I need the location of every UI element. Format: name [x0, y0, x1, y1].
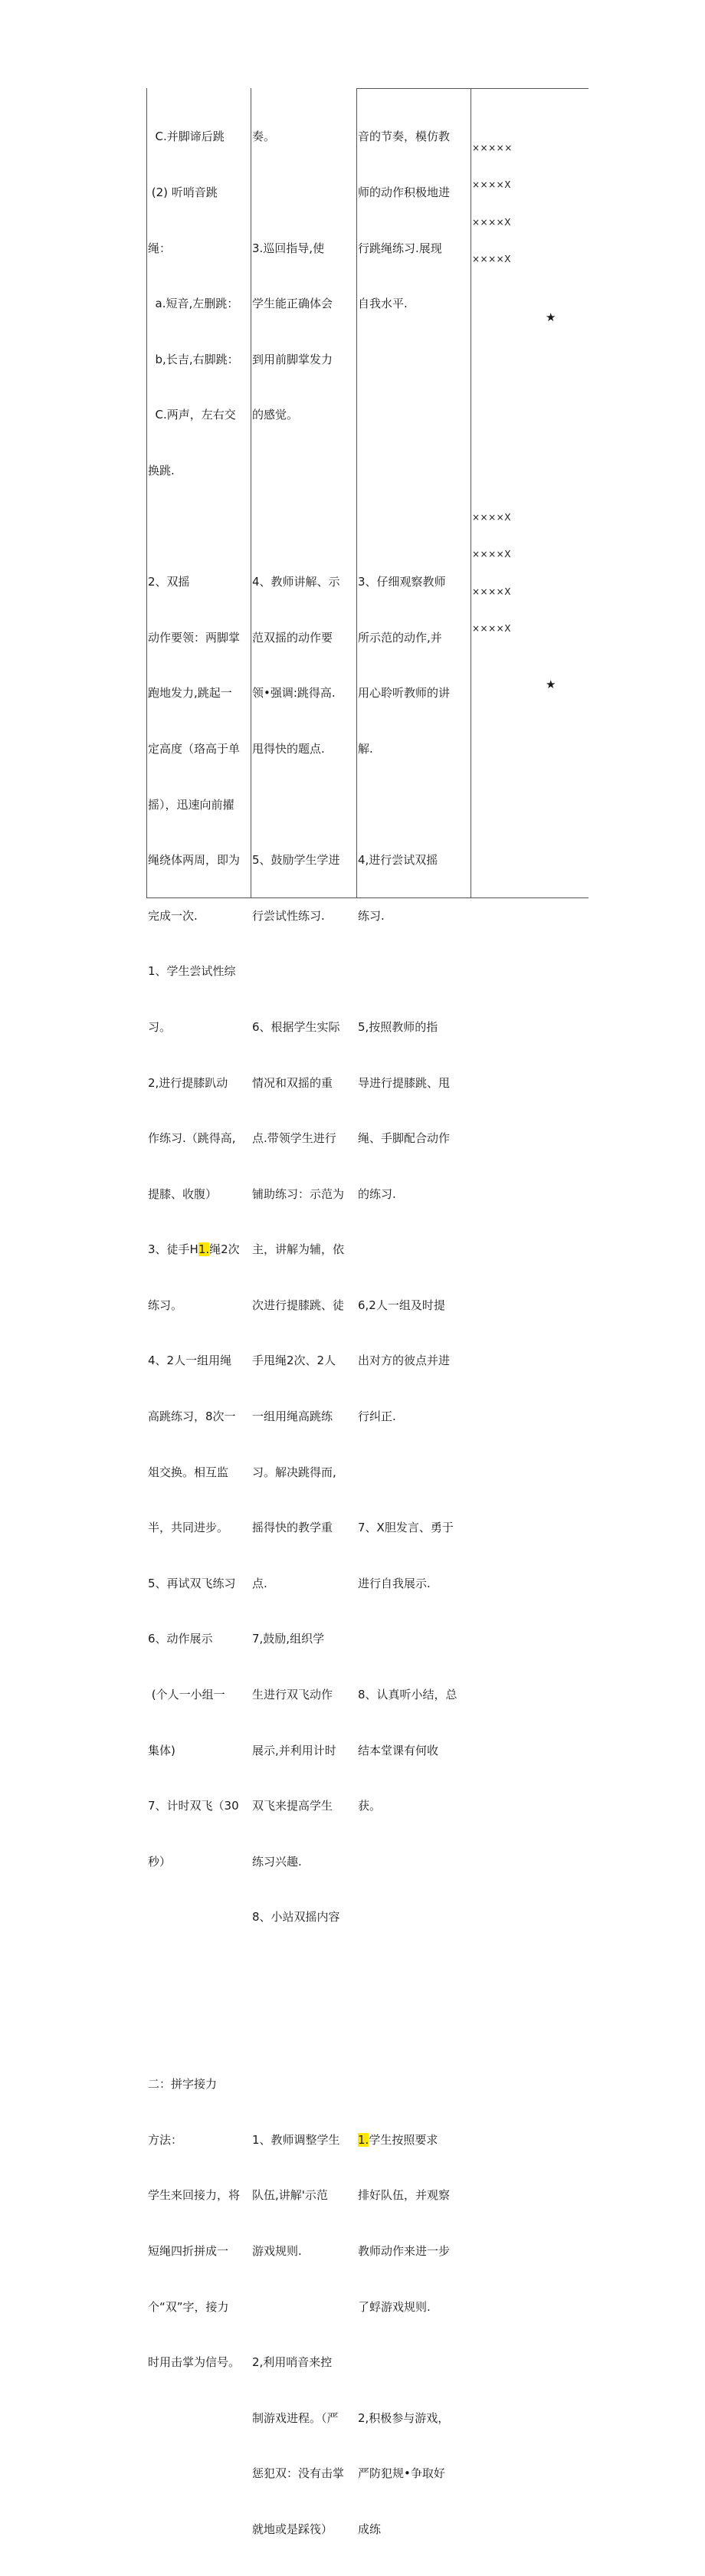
teacher-line	[252, 517, 355, 536]
content-line	[148, 517, 249, 536]
teacher-line: 生进行双飞动作	[252, 1688, 333, 1702]
student-line: 自我水平.	[358, 297, 408, 311]
formation-mark: ××××X	[472, 549, 511, 560]
teacher-line: 领•强调:跳得高.	[252, 686, 336, 701]
student-line: 获。	[358, 1799, 382, 1813]
teacher-line: 制游戏进程。（严	[252, 2410, 339, 2425]
content-line	[148, 1908, 249, 1926]
teacher-line: 甩得快的题点.	[252, 741, 325, 756]
teacher-line	[252, 1964, 355, 1982]
student-line: 7、X胆发言、勇于	[358, 1521, 454, 1535]
content-line: 高跳练习，8次一	[148, 1409, 236, 1424]
teacher-line: 4、教师讲解、示	[252, 575, 340, 589]
teacher-line: 双飞来提高学生	[252, 1799, 333, 1813]
teacher-line	[252, 962, 355, 980]
column-divider-2	[356, 88, 357, 898]
content-line: 集体)	[148, 1743, 175, 1757]
content-line: 换跳.	[148, 463, 175, 477]
teacher-line: 铺助练习：示范为	[252, 1186, 345, 1201]
content-line: 定高度（珞高于单	[148, 741, 241, 756]
student-line	[358, 2020, 469, 2038]
content-line: 完成一次.	[148, 908, 198, 923]
content-line: 7、计时双飞（30	[148, 1799, 239, 1813]
content-line	[148, 1964, 249, 1982]
content-line: 作练习.（跳得高,	[148, 1131, 236, 1146]
student-line: 严防犯规•争取好	[358, 2466, 445, 2481]
content-line: 练习。	[148, 1298, 183, 1312]
student-line	[358, 796, 469, 814]
student-line: 解.	[358, 741, 373, 756]
student-line: 8、认真听小结，总	[358, 1688, 457, 1702]
student-line: 行跳绳练习.展现	[358, 241, 442, 255]
teacher-line: 7,鼓励,组织学	[252, 1632, 325, 1646]
content-line: (2) 听哨音跳	[148, 185, 218, 199]
teacher-line: 摇得快的教学重	[252, 1521, 333, 1535]
teacher-line: 1、教师调整学生	[252, 2132, 340, 2147]
formation-mark: ××××X	[472, 254, 511, 264]
content-line: 二：拼字接力	[148, 2077, 218, 2092]
teacher-line: 的感觉。	[252, 408, 299, 422]
student-line: 结本堂课有何收	[358, 1743, 439, 1757]
table-top-border	[356, 88, 589, 89]
teacher-line: 练习兴趣.	[252, 1854, 302, 1869]
table-left-border	[146, 88, 147, 898]
teacher-line: 奏。	[252, 130, 276, 144]
content-line: 摇），迅速向前擢	[148, 797, 234, 812]
teacher-line: 范双摇的动作要	[252, 630, 333, 645]
teacher-star-icon: ★	[546, 310, 556, 324]
teacher-line: 行尝试性练习.	[252, 908, 325, 923]
student-column	[358, 90, 469, 2576]
student-line: 4,进行尝试双摇	[358, 853, 438, 868]
teacher-line: 点.带领学生进行	[252, 1131, 336, 1146]
content-line: 时用击掌为信号。	[148, 2355, 241, 2370]
content-line: 短绳四折拼成一	[148, 2243, 229, 2258]
teacher-line: 6、根据学生实际	[252, 1019, 340, 1034]
content-line: C.并脚谛后跳	[148, 130, 225, 144]
student-line: 3、仔细观察教师	[358, 575, 446, 589]
teacher-line: 惩犯双：没有击掌	[252, 2466, 345, 2481]
student-line: 所示范的动作,并	[358, 630, 442, 645]
student-line	[358, 1240, 469, 1258]
content-line: 方法：	[148, 2132, 183, 2147]
teacher-line	[252, 461, 355, 480]
teacher-line: 学生能正确体会	[252, 297, 333, 311]
teacher-line: 游戏规则.	[252, 2243, 302, 2258]
student-line: 练习.	[358, 908, 385, 923]
teacher-line: 情况和双摇的重	[252, 1075, 333, 1090]
content-line	[148, 2020, 249, 2038]
teacher-line: 3.巡回指导,使	[252, 241, 325, 255]
student-line	[358, 350, 469, 369]
content-line: 2,进行提膝趴动	[148, 1075, 228, 1090]
formation-mark: ××××X	[472, 623, 511, 634]
content-column	[148, 90, 249, 2409]
student-line: 绳、手脚配合动作	[358, 1131, 451, 1146]
teacher-line: 2,利用哨音来控	[252, 2355, 333, 2370]
teacher-line	[252, 2075, 355, 2093]
content-line: 6、动作展示	[148, 1632, 213, 1646]
teacher-line: 点.	[252, 1576, 267, 1590]
teacher-line	[252, 2020, 355, 2038]
formation-mark: ×××××	[472, 143, 513, 153]
content-line: a.短音,左删跳：	[148, 297, 239, 311]
content-line: 学生来回接力，将	[148, 2188, 241, 2203]
student-line: 用心聆听教师的讲	[358, 686, 451, 701]
teacher-line: 次进行提膝跳、徒	[252, 1298, 345, 1312]
student-line: 进行自我展示.	[358, 1576, 431, 1590]
formation-mark: ××××X	[472, 179, 511, 190]
student-line: 5,按照教师的指	[358, 1019, 438, 1034]
formation-mark: ××××X	[472, 586, 511, 597]
content-line: 跑地发力,跳起一	[148, 686, 232, 701]
student-line	[358, 1629, 469, 1648]
content-line: 3、徒手H1.绳2次	[148, 1242, 240, 1257]
student-line: 6,2人一组及时提	[358, 1298, 445, 1312]
content-line: 秒）	[148, 1854, 172, 1869]
student-line: 了蜉游戏规则.	[358, 2299, 431, 2314]
teacher-column	[252, 90, 355, 2576]
content-line: 动作要领：两脚掌	[148, 630, 241, 645]
student-line	[358, 1964, 469, 1982]
teacher-line	[252, 183, 355, 202]
teacher-star-icon: ★	[546, 678, 556, 691]
student-line: 2,积极参与游戏，	[358, 2410, 450, 2425]
student-line: 行纠正.	[358, 1409, 396, 1424]
teacher-line	[252, 796, 355, 814]
content-line: 4、2人一组用绳	[148, 1354, 232, 1368]
content-line: 个“双”字，接力	[148, 2299, 229, 2314]
content-line: 2、双摇	[148, 575, 190, 589]
student-line: 成练	[358, 2522, 382, 2536]
student-line: 出对方的彼点并进	[358, 1354, 451, 1368]
student-line	[358, 1908, 469, 1926]
teacher-line: 主，讲解为辅，依	[252, 1242, 345, 1257]
content-line: 绳绕体两周，即为	[148, 853, 241, 868]
formation-mark: ××××X	[472, 512, 511, 523]
highlight-mark: 1.	[358, 2132, 369, 2147]
teacher-line: 一组用绳高跳练	[252, 1409, 333, 1424]
teacher-line: 展示,并利用计时	[252, 1743, 336, 1757]
teacher-line: 到用前脚掌发力	[252, 352, 333, 366]
student-line: 排好队伍，并观察	[358, 2188, 451, 2203]
student-line	[358, 1852, 469, 1871]
teacher-line: 习。解决跳得而,	[252, 1465, 336, 1479]
content-line: (个人一小组一	[148, 1688, 225, 1702]
content-line: 提膝、收腹）	[148, 1186, 218, 1201]
student-line	[358, 2353, 469, 2371]
student-line: 音的节奏，模仿教	[358, 130, 451, 144]
content-line: 习。	[148, 1019, 172, 1034]
content-line: b,长吉,右脚跳：	[148, 352, 239, 366]
student-line: 导进行提膝跳、甩	[358, 1075, 451, 1090]
student-line	[358, 962, 469, 980]
teacher-line: 5、鼓励学生学进	[252, 853, 340, 868]
student-line	[358, 1463, 469, 1482]
student-line	[358, 2075, 469, 2093]
student-line: 教师动作来进一步	[358, 2243, 451, 2258]
student-line: 师的动作积极地进	[358, 185, 451, 199]
teacher-line: 就地或是踩筏）	[252, 2522, 333, 2536]
student-line	[358, 405, 469, 424]
content-line: 半，共同进步。	[148, 1521, 229, 1535]
student-line: 1.学生按照要求	[358, 2132, 438, 2147]
highlight-mark: 1.	[198, 1242, 210, 1257]
student-line	[358, 461, 469, 480]
content-line: 俎交换。相互监	[148, 1465, 229, 1479]
student-line	[358, 517, 469, 536]
teacher-line: 手甩绳2次、2人	[252, 1354, 336, 1368]
formation-mark: ××××X	[472, 217, 511, 228]
content-line: C.两声，左右交	[148, 408, 236, 422]
teacher-line: 队伍,讲解'示范	[252, 2188, 328, 2203]
content-line: 5、再试双飞练习	[148, 1576, 236, 1590]
teacher-line: 8、小站双摇内容	[252, 1910, 340, 1925]
content-line: 绳：	[148, 241, 172, 255]
student-line: 的练习.	[358, 1186, 396, 1201]
content-line: 1、学生尝试性综	[148, 964, 236, 979]
teacher-line	[252, 2298, 355, 2316]
